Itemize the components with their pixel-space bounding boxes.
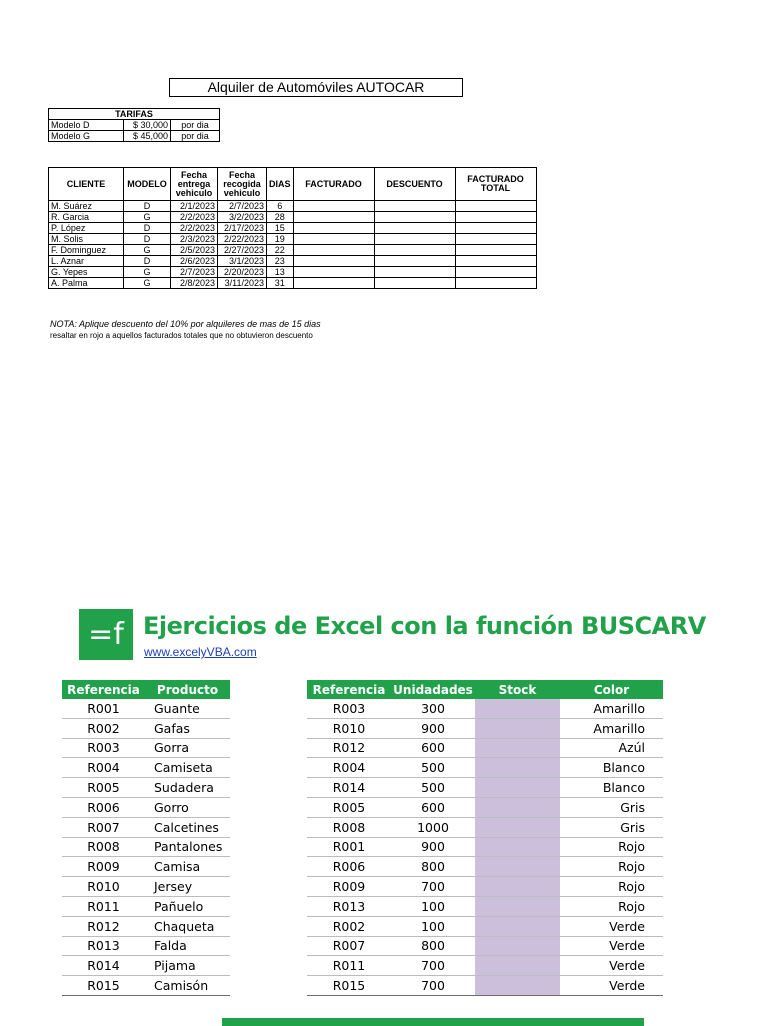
cell-unidades[interactable]: 900: [391, 837, 475, 857]
table-row: [62, 817, 230, 837]
sheet-title: Alquiler de Automóviles AUTOCAR: [169, 78, 463, 97]
cell-stock[interactable]: [475, 916, 560, 936]
cell-stock[interactable]: [475, 699, 560, 718]
cell-color[interactable]: Rojo: [560, 857, 663, 877]
table-row: [62, 797, 230, 817]
cell-stock[interactable]: [475, 738, 560, 758]
cell-unidades[interactable]: 600: [391, 738, 475, 758]
cell-unidades[interactable]: 100: [391, 896, 475, 916]
cell-modelo[interactable]: D: [124, 234, 171, 245]
cell-facturado[interactable]: [293, 245, 374, 256]
table-row: [62, 699, 230, 718]
cell-dias[interactable]: 6: [267, 201, 294, 212]
cell-dias[interactable]: 13: [267, 267, 294, 278]
excel-logo-icon: [79, 609, 133, 660]
cell-facturado[interactable]: [293, 212, 374, 223]
cell-referencia[interactable]: R003: [307, 699, 391, 718]
cell-referencia[interactable]: R005: [62, 778, 145, 798]
table-row: [307, 738, 663, 758]
table-row: [307, 837, 663, 857]
tarifas-table: [48, 108, 220, 142]
cell-unidades[interactable]: 300: [391, 699, 475, 718]
table-row: [62, 718, 230, 738]
table-row: [62, 956, 230, 976]
cell-referencia[interactable]: R011: [62, 896, 145, 916]
tarifa-unit: por dia: [171, 120, 220, 131]
cell-referencia[interactable]: R005: [307, 797, 391, 817]
header-referencia: Referencia: [307, 680, 391, 699]
cell-entrega[interactable]: 2/3/2023: [171, 234, 218, 245]
cell-entrega[interactable]: 2/7/2023: [171, 267, 218, 278]
cell-referencia[interactable]: R010: [62, 877, 145, 897]
table-row: [307, 699, 663, 718]
cell-recogida[interactable]: 2/17/2023: [218, 223, 267, 234]
cell-entrega[interactable]: 2/5/2023: [171, 245, 218, 256]
cell-descuento[interactable]: [374, 212, 455, 223]
cell-producto[interactable]: Camisa: [145, 857, 230, 877]
table-row: [62, 837, 230, 857]
tarifas-header: TARIFAS: [49, 109, 220, 120]
cell-color[interactable]: Blanco: [560, 778, 663, 798]
cell-entrega[interactable]: 2/8/2023: [171, 278, 218, 289]
cell-producto[interactable]: Gafas: [145, 718, 230, 738]
tarifa-unit: por dia: [171, 131, 220, 142]
cell-referencia[interactable]: R008: [62, 837, 145, 857]
cell-facturado-total[interactable]: [455, 223, 536, 234]
cell-stock[interactable]: [475, 817, 560, 837]
cell-referencia[interactable]: R004: [62, 758, 145, 778]
logo-text: =f: [88, 617, 124, 652]
header-entrega-l2: entrega: [177, 178, 211, 189]
cell-recogida[interactable]: 2/20/2023: [218, 267, 267, 278]
rental-row: [49, 201, 537, 212]
tarifa-model: Modelo G: [49, 131, 124, 142]
cell-facturado-total[interactable]: [455, 201, 536, 212]
header-facturado: FACTURADO: [293, 168, 374, 201]
cell-referencia[interactable]: R006: [307, 857, 391, 877]
tarifa-price: $ 30,000: [124, 120, 171, 131]
stock-body: [307, 699, 663, 995]
rental-row: [49, 278, 537, 289]
cell-color[interactable]: Rojo: [560, 877, 663, 897]
rental-body: [49, 201, 537, 289]
cell-facturado-total[interactable]: [455, 256, 536, 267]
cell-color[interactable]: Verde: [560, 976, 663, 996]
cell-recogida[interactable]: 3/2/2023: [218, 212, 267, 223]
cell-descuento[interactable]: [374, 245, 455, 256]
rental-row: [49, 256, 537, 267]
table-row: [307, 817, 663, 837]
cell-producto[interactable]: Gorra: [145, 738, 230, 758]
table-row: [307, 956, 663, 976]
note-discount: NOTA: Aplique descuento del 10% por alquileres de mas de 15 dias: [50, 319, 321, 329]
cell-dias[interactable]: 23: [267, 256, 294, 267]
table-row: [307, 976, 663, 996]
cell-referencia[interactable]: R013: [62, 936, 145, 956]
cell-dias[interactable]: 15: [267, 223, 294, 234]
cell-cliente[interactable]: G. Yepes: [49, 267, 124, 278]
table-row: [307, 857, 663, 877]
cell-unidades[interactable]: 800: [391, 857, 475, 877]
table-row: [62, 896, 230, 916]
table-row: [307, 778, 663, 798]
cell-facturado-total[interactable]: [455, 278, 536, 289]
cell-stock[interactable]: [475, 837, 560, 857]
cell-referencia[interactable]: R012: [307, 738, 391, 758]
cell-referencia[interactable]: R014: [307, 778, 391, 798]
products-table: [62, 680, 230, 996]
cell-dias[interactable]: 19: [267, 234, 294, 245]
cell-facturado[interactable]: [293, 256, 374, 267]
table-row: [307, 916, 663, 936]
cell-recogida[interactable]: 2/7/2023: [218, 201, 267, 212]
table-row: [307, 877, 663, 897]
cell-dias[interactable]: 28: [267, 212, 294, 223]
cell-producto[interactable]: Pijama: [145, 956, 230, 976]
cell-referencia[interactable]: R011: [307, 956, 391, 976]
cell-color[interactable]: Gris: [560, 797, 663, 817]
cell-entrega[interactable]: 2/2/2023: [171, 212, 218, 223]
cell-referencia[interactable]: R013: [307, 896, 391, 916]
table-row: [307, 718, 663, 738]
header-dias: DIAS: [267, 168, 294, 201]
cell-facturado[interactable]: [293, 234, 374, 245]
cell-unidades[interactable]: 100: [391, 916, 475, 936]
cell-color[interactable]: Verde: [560, 956, 663, 976]
table-row: [62, 936, 230, 956]
header-referencia: Referencia: [62, 680, 145, 699]
table-row: [307, 896, 663, 916]
cell-producto[interactable]: Guante: [145, 699, 230, 718]
cell-unidades[interactable]: 800: [391, 936, 475, 956]
cell-color[interactable]: Rojo: [560, 896, 663, 916]
cell-producto[interactable]: Sudadera: [145, 778, 230, 798]
cell-cliente[interactable]: M. Solis: [49, 234, 124, 245]
cell-facturado[interactable]: [293, 201, 374, 212]
cell-producto[interactable]: Calcetines: [145, 817, 230, 837]
cell-recogida[interactable]: 3/11/2023: [218, 278, 267, 289]
tarifa-row: [49, 131, 220, 142]
header-facturado-total: [455, 168, 536, 201]
cell-referencia[interactable]: R009: [307, 877, 391, 897]
cell-stock[interactable]: [475, 778, 560, 798]
cell-unidades[interactable]: 600: [391, 797, 475, 817]
header-entrega-l3: vehiculo: [175, 187, 213, 198]
table-row: [62, 758, 230, 778]
next-table-header-strip: [222, 1018, 644, 1026]
stock-table: [307, 680, 663, 996]
cell-unidades[interactable]: 700: [391, 976, 475, 996]
cell-unidades[interactable]: 700: [391, 956, 475, 976]
cell-cliente[interactable]: M. Suárez: [49, 201, 124, 212]
header-recogida-l1: Fecha: [228, 169, 255, 180]
products-body: [62, 699, 230, 995]
products-header-row: [62, 680, 230, 699]
cell-unidades[interactable]: 500: [391, 778, 475, 798]
cell-referencia[interactable]: R002: [307, 916, 391, 936]
cell-facturado-total[interactable]: [455, 212, 536, 223]
cell-modelo[interactable]: G: [124, 245, 171, 256]
cell-referencia[interactable]: R001: [307, 837, 391, 857]
cell-unidades[interactable]: 1000: [391, 817, 475, 837]
cell-color[interactable]: Amarillo: [560, 699, 663, 718]
header-recogida: [218, 168, 267, 201]
header-total-l1: FACTURADO: [467, 174, 524, 184]
cell-descuento[interactable]: [374, 201, 455, 212]
exercise-title: Ejercicios de Excel con la función BUSCARV: [143, 612, 706, 640]
cell-unidades[interactable]: 500: [391, 758, 475, 778]
cell-entrega[interactable]: 2/1/2023: [171, 201, 218, 212]
cell-modelo[interactable]: G: [124, 278, 171, 289]
cell-stock[interactable]: [475, 976, 560, 996]
cell-unidades[interactable]: 900: [391, 718, 475, 738]
cell-recogida[interactable]: 2/27/2023: [218, 245, 267, 256]
cell-stock[interactable]: [475, 896, 560, 916]
rental-row: [49, 223, 537, 234]
cell-referencia[interactable]: R015: [62, 976, 145, 996]
cell-color[interactable]: Verde: [560, 916, 663, 936]
cell-producto[interactable]: Camiseta: [145, 758, 230, 778]
cell-facturado[interactable]: [293, 267, 374, 278]
cell-recogida[interactable]: 3/1/2023: [218, 256, 267, 267]
cell-facturado-total[interactable]: [455, 234, 536, 245]
cell-cliente[interactable]: F. Dominguez: [49, 245, 124, 256]
cell-color[interactable]: Gris: [560, 817, 663, 837]
header-descuento: DESCUENTO: [374, 168, 455, 201]
cell-referencia[interactable]: R006: [62, 797, 145, 817]
cell-unidades[interactable]: 700: [391, 877, 475, 897]
header-entrega: [171, 168, 218, 201]
cell-producto[interactable]: Pañuelo: [145, 896, 230, 916]
cell-stock[interactable]: [475, 877, 560, 897]
cell-modelo[interactable]: G: [124, 212, 171, 223]
cell-facturado-total[interactable]: [455, 267, 536, 278]
cell-referencia[interactable]: R015: [307, 976, 391, 996]
header-producto: Producto: [145, 680, 230, 699]
rental-row: [49, 267, 537, 278]
header-unidades: Unidadades: [391, 680, 475, 699]
tarifa-model: Modelo D: [49, 120, 124, 131]
cell-producto[interactable]: Jersey: [145, 877, 230, 897]
tarifa-price: $ 45,000: [124, 131, 171, 142]
cell-cliente[interactable]: A. Palma: [49, 278, 124, 289]
table-row: [307, 797, 663, 817]
tarifa-row: [49, 120, 220, 131]
header-entrega-l1: Fecha: [180, 169, 207, 180]
cell-cliente[interactable]: R. Garcia: [49, 212, 124, 223]
cell-facturado[interactable]: [293, 278, 374, 289]
cell-producto[interactable]: Camisón: [145, 976, 230, 996]
cell-modelo[interactable]: D: [124, 256, 171, 267]
cell-entrega[interactable]: 2/2/2023: [171, 223, 218, 234]
rental-table: [48, 167, 537, 289]
cell-referencia[interactable]: R010: [307, 718, 391, 738]
cell-entrega[interactable]: 2/6/2023: [171, 256, 218, 267]
cell-stock[interactable]: [475, 857, 560, 877]
cell-producto[interactable]: Chaqueta: [145, 916, 230, 936]
table-row: [62, 857, 230, 877]
cell-cliente[interactable]: P. López: [49, 223, 124, 234]
cell-referencia[interactable]: R014: [62, 956, 145, 976]
header-stock: Stock: [475, 680, 560, 699]
cell-facturado[interactable]: [293, 223, 374, 234]
cell-modelo[interactable]: D: [124, 201, 171, 212]
table-row: [307, 758, 663, 778]
header-total-l2: TOTAL: [480, 183, 511, 193]
cell-color[interactable]: Rojo: [560, 837, 663, 857]
cell-stock[interactable]: [475, 956, 560, 976]
table-row: [62, 916, 230, 936]
cell-color[interactable]: Azúl: [560, 738, 663, 758]
header-recogida-l3: vehiculo: [223, 187, 261, 198]
table-row: [62, 738, 230, 758]
cell-stock[interactable]: [475, 758, 560, 778]
rental-row: [49, 212, 537, 223]
cell-referencia[interactable]: R008: [307, 817, 391, 837]
cell-facturado-total[interactable]: [455, 245, 536, 256]
cell-dias[interactable]: 22: [267, 245, 294, 256]
cell-referencia[interactable]: R012: [62, 916, 145, 936]
cell-descuento[interactable]: [374, 267, 455, 278]
cell-stock[interactable]: [475, 936, 560, 956]
cell-stock[interactable]: [475, 718, 560, 738]
table-row: [307, 936, 663, 956]
cell-modelo[interactable]: D: [124, 223, 171, 234]
table-row: [62, 778, 230, 798]
header-color: Color: [560, 680, 663, 699]
rental-header-row: [49, 168, 537, 201]
header-recogida-l2: recogida: [223, 178, 261, 189]
rental-row: [49, 245, 537, 256]
cell-producto[interactable]: Gorro: [145, 797, 230, 817]
cell-color[interactable]: Blanco: [560, 758, 663, 778]
cell-referencia[interactable]: R007: [62, 817, 145, 837]
cell-stock[interactable]: [475, 797, 560, 817]
table-row: [62, 976, 230, 996]
cell-descuento[interactable]: [374, 223, 455, 234]
cell-dias[interactable]: 31: [267, 278, 294, 289]
header-modelo: MODELO: [124, 168, 171, 201]
cell-referencia[interactable]: R007: [307, 936, 391, 956]
cell-referencia[interactable]: R001: [62, 699, 145, 718]
cell-recogida[interactable]: 2/22/2023: [218, 234, 267, 245]
cell-referencia[interactable]: R004: [307, 758, 391, 778]
cell-color[interactable]: Amarillo: [560, 718, 663, 738]
table-row: [62, 877, 230, 897]
note-highlight: resaltar en rojo a aquellos facturados totales que no obtuvieron descuento: [50, 331, 313, 340]
stock-header-row: [307, 680, 663, 699]
cell-modelo[interactable]: G: [124, 267, 171, 278]
cell-descuento[interactable]: [374, 256, 455, 267]
cell-color[interactable]: Verde: [560, 936, 663, 956]
cell-cliente[interactable]: L. Aznar: [49, 256, 124, 267]
header-cliente: CLIENTE: [49, 168, 124, 201]
cell-descuento[interactable]: [374, 278, 455, 289]
cell-referencia[interactable]: R002: [62, 718, 145, 738]
cell-referencia[interactable]: R009: [62, 857, 145, 877]
cell-referencia[interactable]: R003: [62, 738, 145, 758]
website-link[interactable]: www.excelyVBA.com: [144, 645, 257, 659]
cell-producto[interactable]: Pantalones: [145, 837, 230, 857]
cell-producto[interactable]: Falda: [145, 936, 230, 956]
cell-descuento[interactable]: [374, 234, 455, 245]
rental-row: [49, 234, 537, 245]
